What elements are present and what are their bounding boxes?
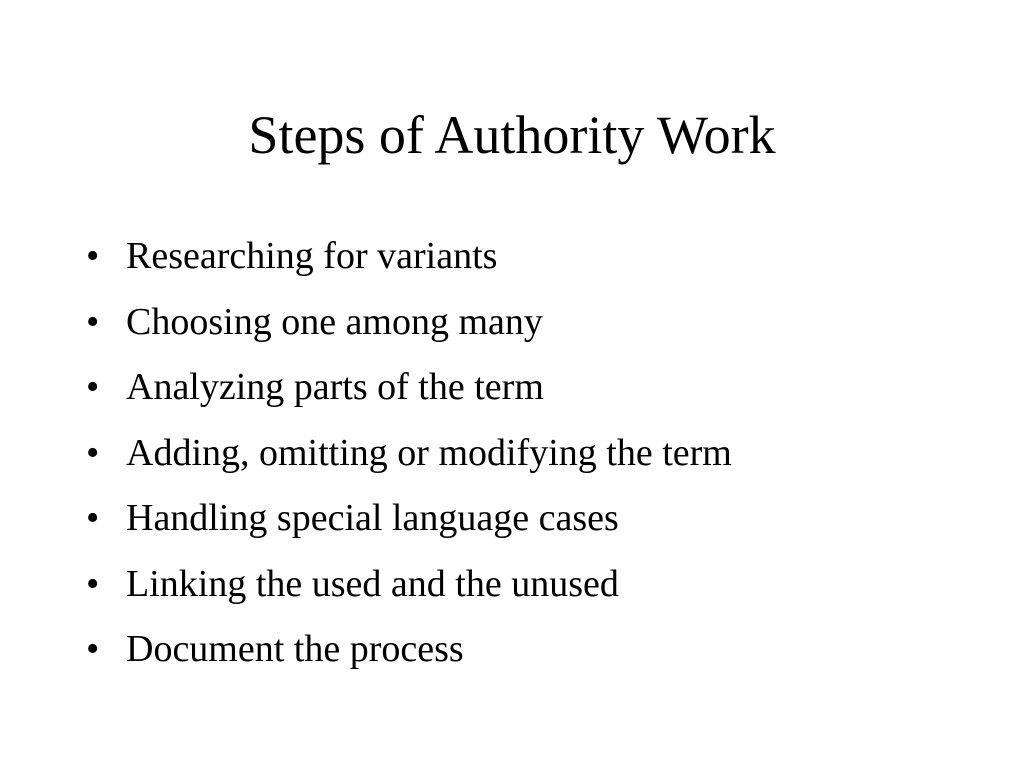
- bullet-text: Linking the used and the unused: [126, 562, 619, 605]
- bullet-text: Document the process: [126, 628, 464, 670]
- slide-title: Steps of Authority Work: [248, 105, 776, 165]
- bullet-icon: •: [86, 300, 100, 343]
- bullet-icon: •: [86, 562, 100, 605]
- bullet-icon: •: [86, 628, 100, 670]
- bullet-icon: •: [86, 431, 100, 474]
- bullet-text: Analyzing parts of the term: [126, 366, 544, 408]
- bullet-text: Handling special language cases: [126, 497, 619, 539]
- bullet-icon: •: [86, 497, 100, 539]
- bullet-icon: •: [86, 235, 100, 277]
- bullet-text: Choosing one among many: [126, 300, 543, 343]
- bullet-icon: •: [86, 366, 100, 408]
- bullet-text: Adding, omitting or modifying the term: [126, 431, 732, 474]
- bullet-text: Researching for variants: [126, 235, 498, 277]
